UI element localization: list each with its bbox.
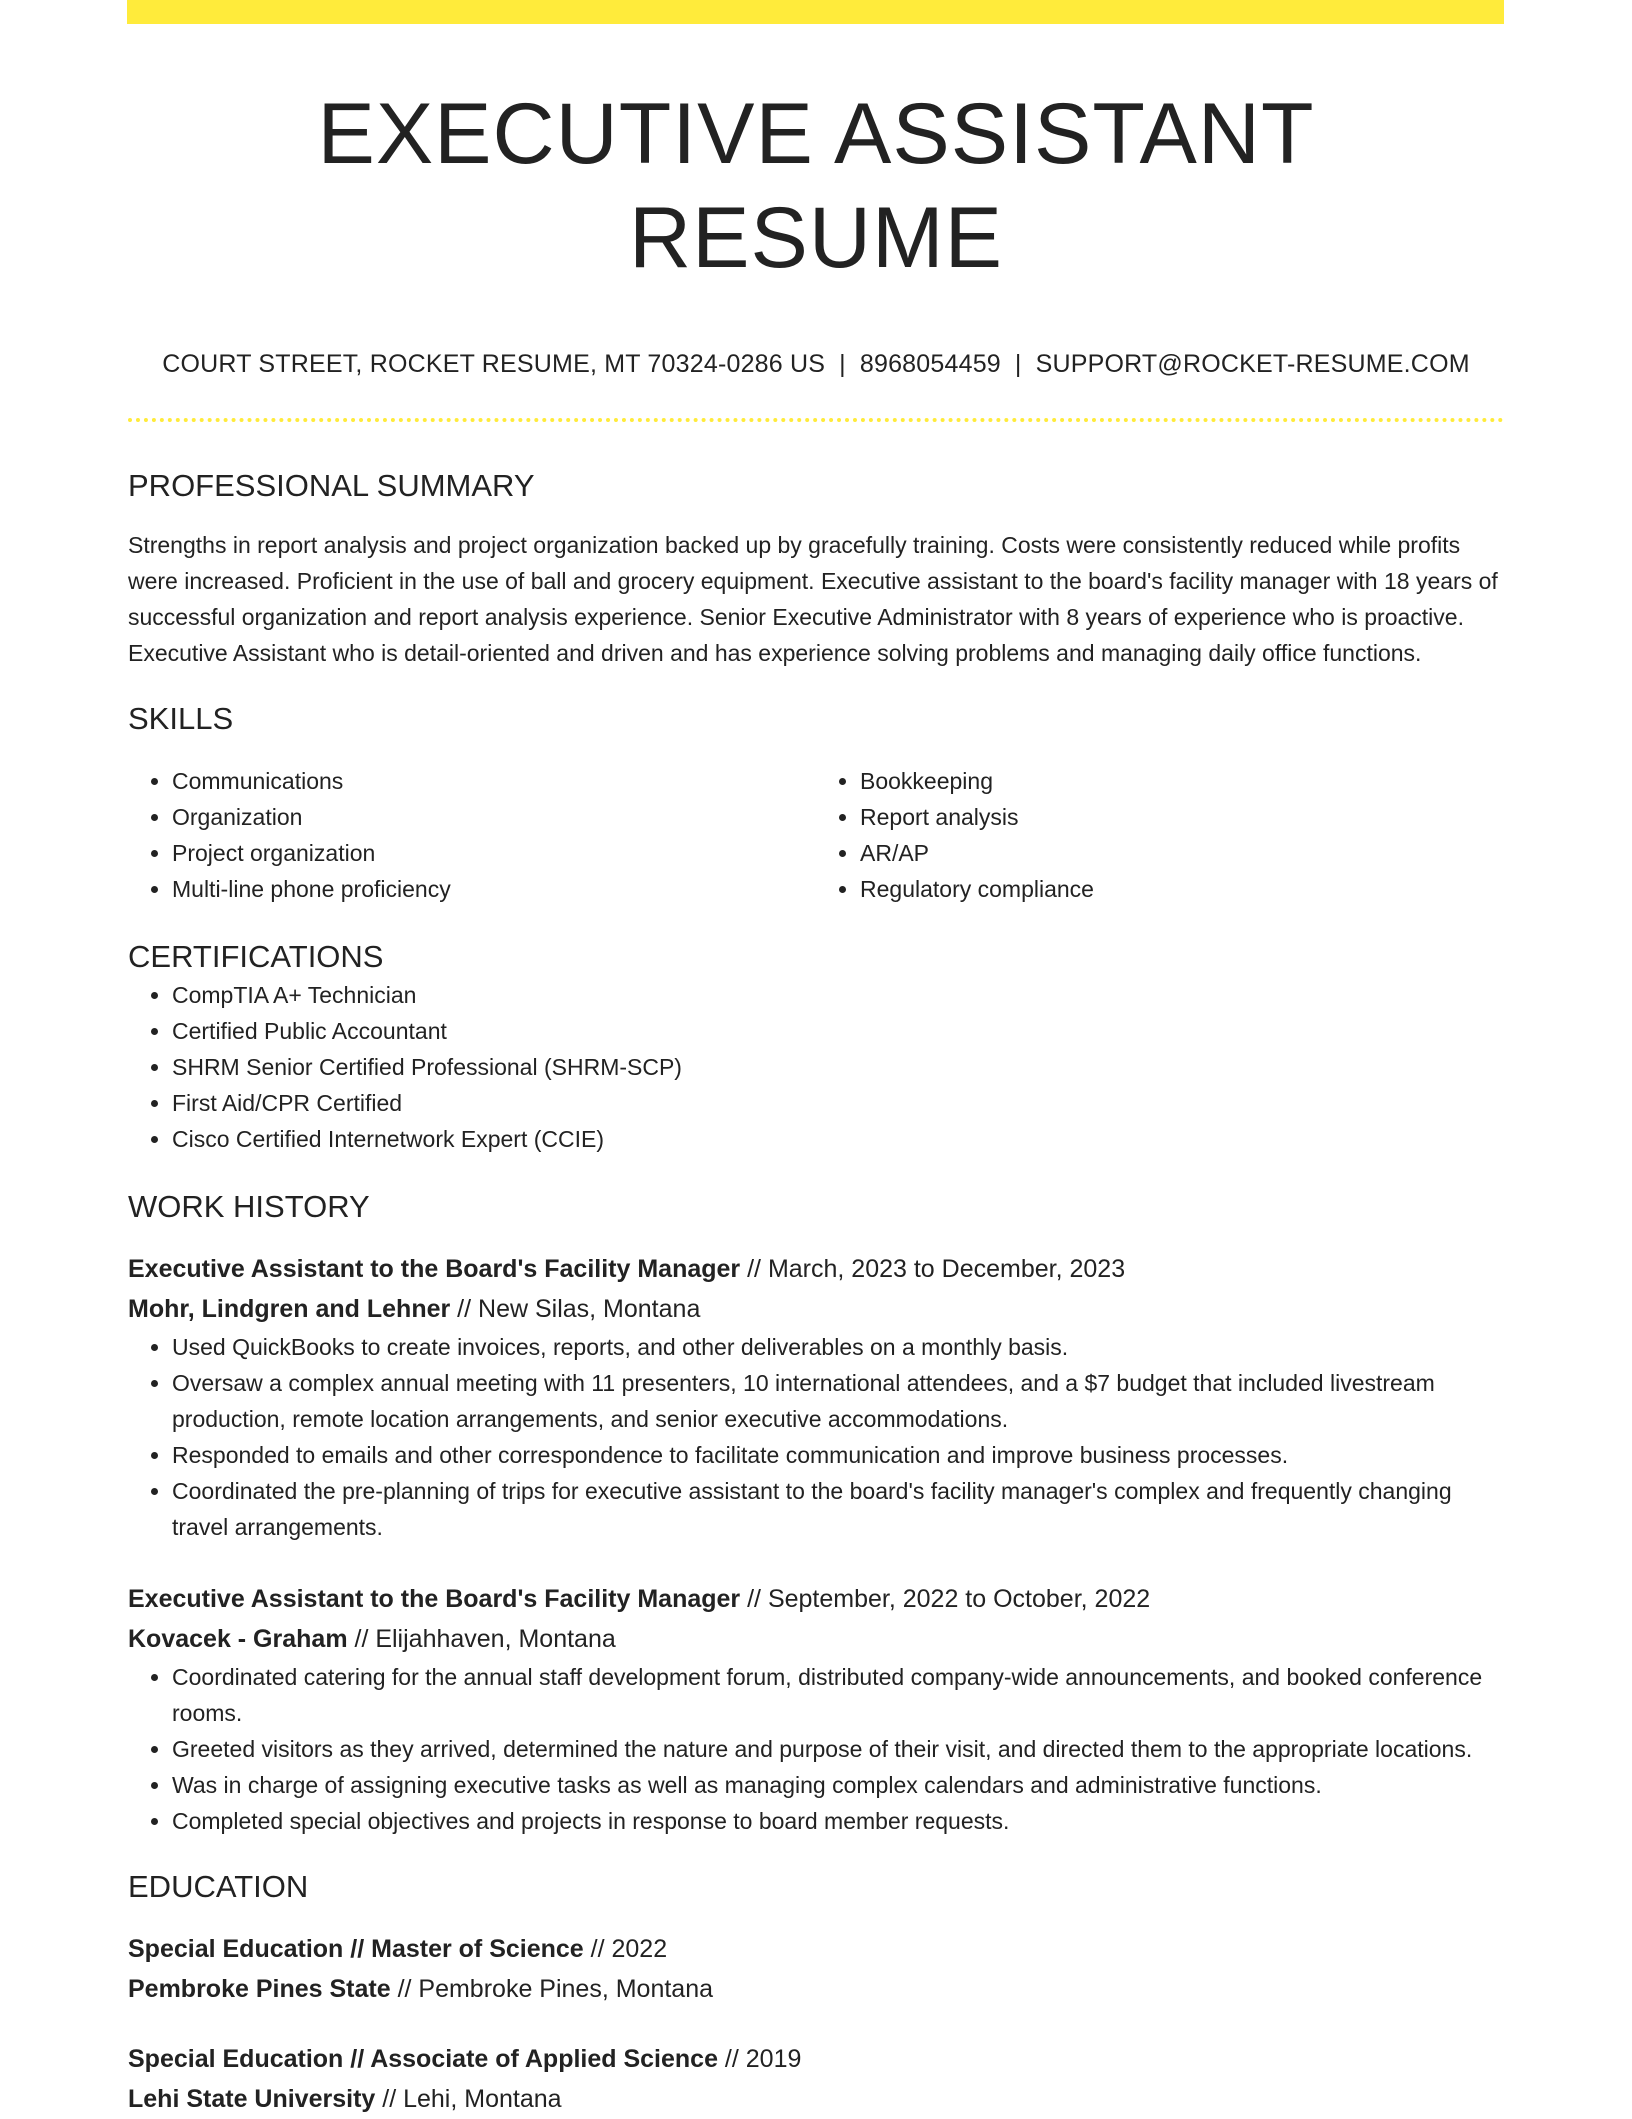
skills-heading: SKILLS [128,701,234,736]
job-duty: • Coordinated the pre-planning of trips for executive assistant to the board's facility manager's complex and frequently changing travel arrangements. [172,1473,1504,1545]
education-school: Pembroke Pines State [128,1975,391,2003]
job-duty: • Used QuickBooks to create invoices, reports, and other deliverables on a monthly basis. [172,1329,1504,1365]
job-duty: • Coordinated catering for the annual staff development forum, distributed company-wide announcements, and booked conference rooms. [172,1659,1504,1731]
skill-item: • Organization [172,799,816,835]
job-role: Executive Assistant to the Board's Facility Manager [128,1255,741,1283]
resume-title: EXECUTIVE ASSISTANT RESUME [317,86,1315,286]
summary-text: Strengths in report analysis and project organization backed up by gracefully training. Costs were consistently reduced while profits were increased. Proficient in the use of ball and grocery equipment. Executive assistant to the board's facility manager with 18 years of successful organization and report analysis experience. Senior Executive Administrator with 8 years of experience who is proactive. Executive Assistant who is detail-oriented and driven and has experience solving problems and managing daily office functions. [128,532,1498,666]
job-role: Executive Assistant to the Board's Facility Manager [128,1585,741,1613]
education-year: // 2019 [717,2045,802,2073]
education-school: Lehi State University [128,2085,376,2113]
education-school-line [128,2079,1504,2119]
contact-email: SUPPORT@ROCKET-RESUME.COM [1035,350,1470,378]
certification-item: • SHRM Senior Certified Professional (SHRM-SCP) [172,1049,1504,1085]
contact-separator: | [839,350,846,378]
job-duties-list [128,1659,1504,1839]
certification-item: • Certified Public Accountant [172,1013,1504,1049]
job-duty: • Responded to emails and other correspondence to facilitate communication and improve business processes. [172,1437,1504,1473]
accent-top-bar [127,0,1504,24]
certification-item: • Cisco Certified Internetwork Expert (CCIE) [172,1121,1504,1157]
job-company: Mohr, Lindgren and Lehner [128,1295,451,1323]
skill-item: • Bookkeeping [860,763,1504,799]
contact-line [128,348,1504,380]
resume-content [128,24,1504,2119]
job-dates: // March, 2023 to December, 2023 [740,1255,1126,1283]
education-year: // 2022 [583,1935,668,1963]
job-location: // Elijahhaven, Montana [347,1625,616,1653]
job-duty: • Oversaw a complex annual meeting with 11 presenters, 10 international attendees, and a $7 budget that included livestream production, remote location arrangements, and senior executive accommodations. [172,1365,1504,1437]
education-degree-line [128,1929,1504,1969]
job-duties-list [128,1329,1504,1545]
job-role-line [128,1249,1504,1289]
education-heading: EDUCATION [128,1869,309,1904]
job-duty: • Greeted visitors as they arrived, determined the nature and purpose of their visit, and directed them to the appropriate locations. [172,1731,1504,1767]
education-location: // Pembroke Pines, Montana [390,1975,714,2003]
education-location: // Lehi, Montana [375,2085,562,2113]
job-company: Kovacek - Graham [128,1625,348,1653]
education-degree: Special Education // Master of Science [128,1935,584,1963]
job-company-line [128,1289,1504,1329]
job-role-line [128,1579,1504,1619]
job-entry [128,1579,1504,1839]
skill-item: • Communications [172,763,816,799]
skill-item: • Multi-line phone proficiency [172,871,816,907]
certification-item: • First Aid/CPR Certified [172,1085,1504,1121]
skill-item: • Project organization [172,835,816,871]
skills-right-list [816,763,1504,907]
job-dates: // September, 2022 to October, 2022 [740,1585,1151,1613]
contact-separator: | [1014,350,1022,378]
certifications-heading: CERTIFICATIONS [128,939,384,974]
contact-address: COURT STREET, ROCKET RESUME, MT 70324-0286 US [162,350,826,378]
skill-item: • Regulatory compliance [860,871,1504,907]
summary-heading: PROFESSIONAL SUMMARY [128,468,535,503]
job-company-line [128,1619,1504,1659]
job-location: // New Silas, Montana [450,1295,701,1323]
skill-item: • AR/AP [860,835,1504,871]
education-school-line [128,1969,1504,2009]
contact-phone: 8968054459 [859,350,1001,378]
education-degree: Special Education // Associate of Applied Science [128,2045,718,2073]
skill-item: • Report analysis [860,799,1504,835]
job-entry [128,1249,1504,1545]
dotted-divider [128,418,1504,422]
skills-left-list [128,763,816,907]
education-degree-line [128,2039,1504,2079]
job-duty: • Was in charge of assigning executive tasks as well as managing complex calendars and administrative functions. [172,1767,1504,1803]
skills-columns [128,763,1504,907]
certifications-list [128,977,1504,1157]
certification-item: • CompTIA A+ Technician [172,977,1504,1013]
education-entry [128,1929,1504,2009]
education-entry [128,2039,1504,2119]
job-duty: • Completed special objectives and projects in response to board member requests. [172,1803,1504,1839]
work-history-heading: WORK HISTORY [128,1189,370,1224]
